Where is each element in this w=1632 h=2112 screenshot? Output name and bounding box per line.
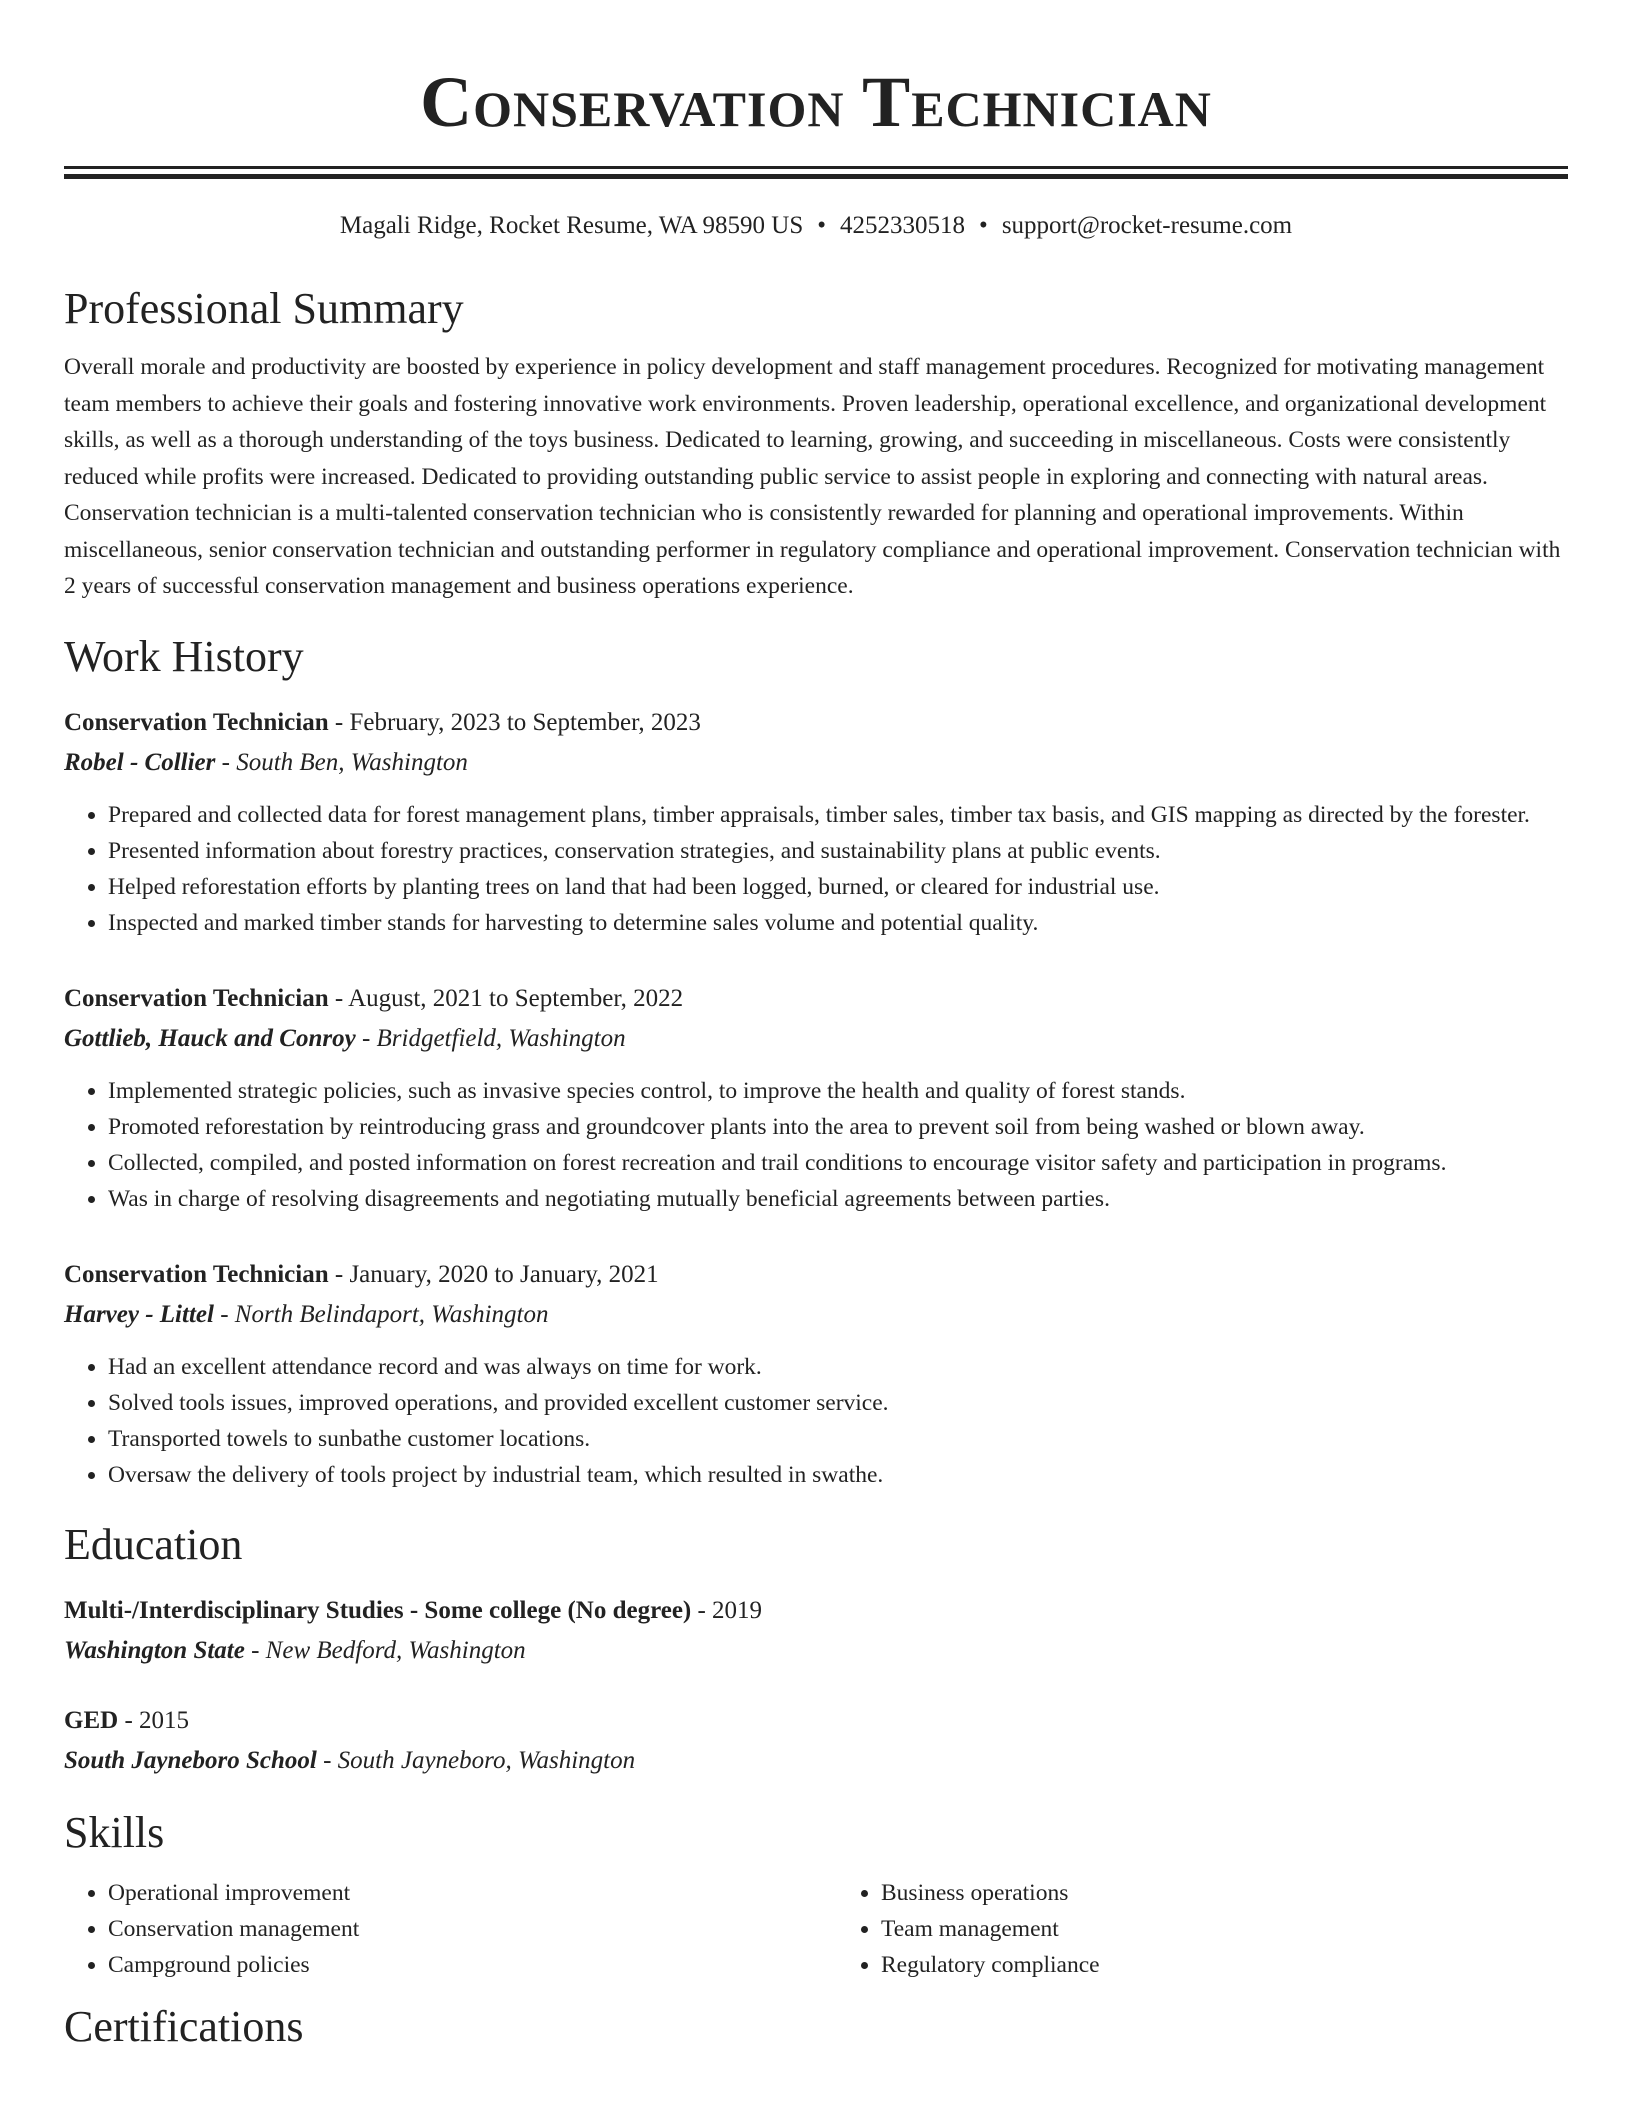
summary-text: Overall morale and productivity are boosted by experience in policy development and staff management procedures. Recognized for motivating management team members to achieve their goals and fostering innovative work environments. Proven leadership, operational excellence, and organizational development skills, as well as a thorough understanding of the toys business. Dedicated to learning, growing, and succeeding in miscellaneous. Costs were consistently reduced while profits were increased. Dedicated to providing outstanding public service to assist people in exploring and connecting with natural areas. Conservation technician is a multi-talented conservation technician who is consistently rewarded for planning and operational improvements. Within miscellaneous, senior conservation technician and outstanding performer in regulatory compliance and operational improvement. Conservation technician with 2 years of successful conservation management and business operations experience. [64,354,1561,599]
list-item: • Oversaw the delivery of tools project by industrial team, which resulted in swathe. [108,1457,1568,1493]
job-employer: Robel - Collier [64,748,216,776]
skills-list-left [64,1875,795,1983]
list-item: • Prepared and collected data for forest management plans, timber appraisals, timber sales, timber tax basis, and GIS mapping as directed by the forester. [108,797,1568,833]
skill-item: • Regulatory compliance [881,1947,1568,1983]
section-heading-work-history: Work History [64,631,304,681]
education-entry [64,1591,1568,1671]
contact-phone: 4252330518 [840,212,966,239]
job-employer-line [64,1019,1568,1059]
education-school: South Jayneboro School [64,1746,317,1774]
section-heading-skills: Skills [64,1807,165,1857]
education-year: - 2015 [118,1706,190,1734]
job-employer-line [64,1295,1568,1335]
header-divider [64,166,1568,179]
education-degree-line [64,1701,1568,1741]
job-bullet-list [64,1073,1568,1217]
skill-item: • Conservation management [108,1911,795,1947]
section-heading-summary: Professional Summary [64,284,464,333]
job-location: - Bridgetfield, Washington [355,1024,626,1052]
contact-email: support@rocket-resume.com [1001,212,1293,239]
list-item: • Collected, compiled, and posted information on forest recreation and trail conditions to encourage visitor safety and participation in programs. [108,1145,1568,1181]
job-entry [64,703,1568,941]
job-location: - South Ben, Washington [215,748,468,776]
list-item: • Transported towels to sunbathe customer locations. [108,1421,1568,1457]
contact-separator: • [979,212,988,239]
candidate-name: Conservation Technician [420,62,1212,142]
contact-address: Magali Ridge, Rocket Resume, WA 98590 US [339,212,804,239]
resume-page [64,0,1568,2053]
contact-line [64,209,1568,243]
job-dates: - February, 2023 to September, 2023 [328,708,701,736]
list-item: • Was in charge of resolving disagreements and negotiating mutually beneficial agreements between parties. [108,1181,1568,1217]
job-entry [64,1255,1568,1493]
job-title: Conservation Technician [64,1260,329,1288]
list-item: • Presented information about forestry practices, conservation strategies, and sustainability plans at public events. [108,833,1568,869]
contact-separator: • [817,212,827,239]
education-degree-line [64,1591,1568,1631]
skill-item: • Campground policies [108,1947,795,1983]
education-school: Washington State [64,1636,245,1664]
section-heading-education: Education [64,1519,243,1569]
job-bullet-list [64,797,1568,941]
list-item: • Solved tools issues, improved operations, and provided excellent customer service. [108,1385,1568,1421]
job-employer-line [64,743,1568,783]
list-item: • Promoted reforestation by reintroducing grass and groundcover plants into the area to prevent soil from being washed or blown away. [108,1109,1568,1145]
skill-item: • Business operations [881,1875,1568,1911]
education-school-line [64,1631,1568,1671]
education-year: - 2019 [691,1596,763,1624]
job-title: Conservation Technician [64,984,329,1012]
skills-list-right [795,1875,1568,1983]
list-item: • Had an excellent attendance record and was always on time for work. [108,1349,1568,1385]
job-entry [64,979,1568,1217]
job-bullet-list [64,1349,1568,1493]
section-heading-certifications: Certifications [64,2001,304,2051]
job-employer: Gottlieb, Hauck and Conroy [64,1024,356,1052]
job-employer: Harvey - Littel [64,1300,214,1328]
job-title-line [64,1255,1568,1295]
skill-item: • Team management [881,1911,1568,1947]
job-location: - North Belindaport, Washington [213,1300,549,1328]
skill-item: • Operational improvement [108,1875,795,1911]
education-location: - South Jayneboro, Washington [316,1746,636,1774]
skills-columns [64,1875,1568,1983]
job-title-line [64,703,1568,743]
education-entry [64,1701,1568,1781]
list-item: • Implemented strategic policies, such as invasive species control, to improve the health and quality of forest stands. [108,1073,1568,1109]
education-degree: GED [64,1706,119,1734]
list-item: • Helped reforestation efforts by planting trees on land that had been logged, burned, or cleared for industrial use. [108,869,1568,905]
education-school-line [64,1741,1568,1781]
education-location: - New Bedford, Washington [244,1636,526,1664]
education-degree: Multi-/Interdisciplinary Studies - Some college (No degree) [64,1596,692,1624]
job-title-line [64,979,1568,1019]
list-item: • Inspected and marked timber stands for harvesting to determine sales volume and potential quality. [108,905,1568,941]
job-title: Conservation Technician [64,708,329,736]
job-dates: - August, 2021 to September, 2022 [328,984,684,1012]
job-dates: - January, 2020 to January, 2021 [328,1260,659,1288]
